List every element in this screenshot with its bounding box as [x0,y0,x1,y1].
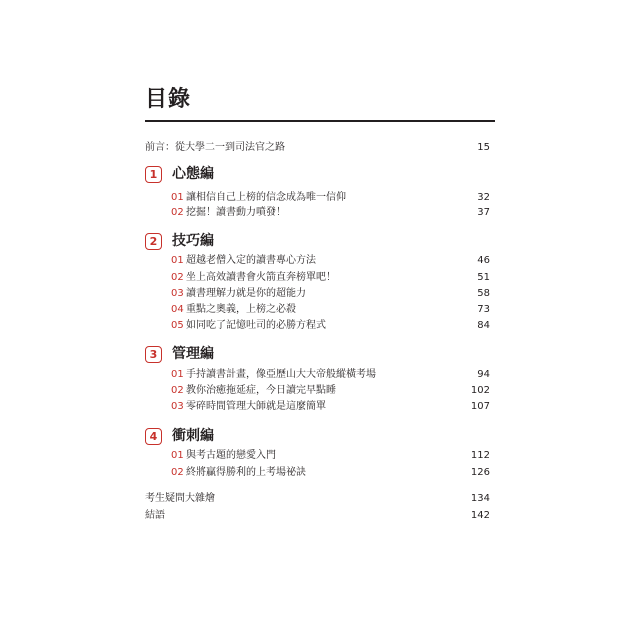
part-title: 心態編 [172,166,214,182]
entry-number: 01 [171,450,184,461]
entry-text: 終將贏得勝利的上考場祕訣 [186,467,306,478]
entry-page: 15 [477,142,490,153]
entry-number: 01 [171,255,184,266]
toc-entry [0,286,640,302]
part-number-badge: 2 [145,233,162,250]
toc-entry-appendix [0,508,640,524]
entry-page: 94 [477,369,490,380]
toc-entry [0,270,640,286]
part-number-badge: 3 [145,346,162,363]
part-title: 衝刺編 [172,428,214,444]
entry-text: 零碎時間管理大師就是這麼簡單 [186,401,326,412]
entry-page: 37 [477,207,490,218]
entry-text: 挖掘！讀書動力噴發！ [186,207,286,218]
entry-text: 超越老僧入定的讀書專心方法 [186,255,316,266]
entry-page: 102 [470,385,490,396]
entry-number: 02 [171,385,184,396]
entry-page: 84 [477,320,490,331]
entry-number: 02 [171,467,184,478]
entry-text: 前言：從大學二一到司法官之路 [145,142,285,153]
entry-number: 01 [171,369,184,380]
entry-text: 讓相信自己上榜的信念成為唯一信仰 [186,192,346,203]
entry-number: 05 [171,320,184,331]
toc-entry [0,367,640,383]
toc-entry [0,205,640,221]
part-title: 管理編 [172,346,214,362]
entry-page: 112 [470,450,490,461]
title-rule [145,120,495,122]
part-title: 技巧編 [172,233,214,249]
toc-entry [0,448,640,464]
entry-page: 58 [477,288,490,299]
entry-page: 32 [477,192,490,203]
toc-entry-preface [0,140,640,156]
part-number-badge: 4 [145,428,162,445]
part-number-badge: 1 [145,166,162,183]
entry-page: 126 [470,467,490,478]
entry-text: 坐上高效讀書會火箭直奔榜單吧！ [186,272,336,283]
entry-text: 手持讀書計畫，像亞歷山大大帝般縱橫考場 [186,369,376,380]
entry-text: 結語 [145,510,165,521]
toc-entry [0,190,640,206]
entry-page: 142 [470,510,490,521]
entry-text: 與考古題的戀愛入門 [186,450,276,461]
entry-number: 03 [171,288,184,299]
entry-number: 03 [171,401,184,412]
entry-page: 107 [470,401,490,412]
toc-entry [0,399,640,415]
toc-entry [0,318,640,334]
entry-number: 04 [171,304,184,315]
entry-text: 如同吃了記憶吐司的必勝方程式 [186,320,326,331]
toc-entry [0,302,640,318]
entry-text: 重點之奧義，上榜之必殺 [186,304,296,315]
entry-page: 46 [477,255,490,266]
entry-page: 73 [477,304,490,315]
entry-number: 02 [171,207,184,218]
toc-entry [0,383,640,399]
entry-text: 教你治癒拖延症，今日讀完早點睡 [186,385,336,396]
toc-entry [0,253,640,269]
toc-entry-appendix [0,491,640,507]
entry-number: 02 [171,272,184,283]
entry-text: 考生疑問大雜燴 [145,493,215,504]
entry-text: 讀書理解力就是你的超能力 [186,288,306,299]
toc-entry [0,465,640,481]
page-title: 目錄 [145,87,192,112]
entry-page: 134 [470,493,490,504]
entry-number: 01 [171,192,184,203]
entry-page: 51 [477,272,490,283]
